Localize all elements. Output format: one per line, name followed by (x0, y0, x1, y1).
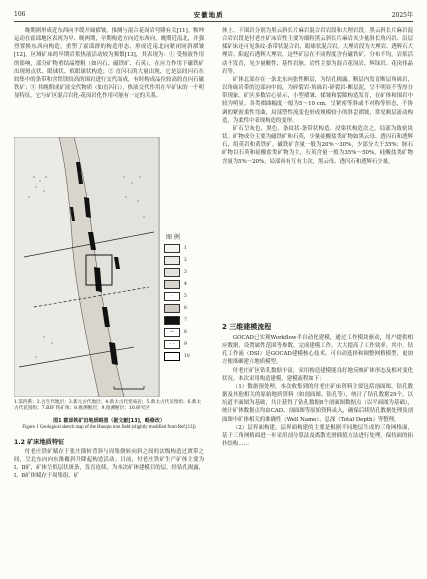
figure-caption-zh: 图1 霍邱铁矿田地质略图（据文献[13]，略修改） (53, 418, 165, 424)
body-paragraph: （2）层界面构建。层界面构建的主要是根据不同地层生成的三角网格面，基于三角网格面进一步采用剖分算法及离散光滑插值方法进行处理，保持面的拓扑结构…… (222, 424, 413, 448)
body-paragraph: 付老庄矿区钻孔数据丰富，采用构造建模能良好地反映矿体形态及相对变化状况。本次采用构造建模，建模流程如下： (222, 367, 413, 382)
legend-item-6: 6 (164, 303, 204, 313)
legend-item-8: — 8 (164, 327, 204, 337)
body-paragraph: 体上、下围岩分别为黑云斜长片麻岩混合岩岩段和大理岩段。黑云斜长片麻岩混合岩岩段是付老庄矿床岩性主要为细粒黑云斜长片麻岩夹少量斜长角闪岩、沿层揉矿床还可见条纹-条带状混合岩、眼球状混合岩。大理岩段为大理岩、透辉石大理岩、阳起石透辉大理岩，这些矿层在不同程度含有磁铁矿，分布不均。岩浆活动不发育，见少量酸性、基性岩脉。岩性主要为混合花岗岩、辉绿岩、花岗伟晶岩等。 (222, 28, 413, 75)
body-paragraph: （1）数据预处理。本次收集到的付老庄矿床资料主要包括剖面图、钻孔数据及其他相关的原始地质资料（如剖面图、钻孔等），统计了钻孔数据29个，以坑道平面图为基础，共计获得了钻孔数据8个剖面图数据点（以平面图为基础），统计矿体数据点均由CAD、剖面图等原始资料录入，确保后续钻孔数据处理及剖面图中矿体相关的准确性（Well Name）、总深（Total Depth）等整理。 (222, 383, 413, 423)
legend-item-5: · 5 (164, 291, 204, 301)
legend-item-4: 4 (164, 279, 204, 289)
figure-legend-notes: 1.第四系；2.古生代地层；3.新元古代地层；4.新太古代变质岩；5.新太古代吴集组；6.新太古代花园组；7.BIF 铁矿体；8.推测断层；9.推测断层；10.研究区 (14, 400, 202, 412)
body-paragraph: 矿体北部存在一条北东向张性断层，为钻孔揭露。断层内发育断层角砾岩，以角砾岩带的边部向中间，为碎裂岩-角砾岩-碎裂岩-断层泥，呈不明显不等厚分带现象。矿区多数岩心显示，小型褶皱、揉皱和裂隙构造发育，在矿体和围岩中较为明显。各类褶曲幅度一般为5～10 cm，呈紧密等斜或不对称等形态，不协调的紧密柔性弯曲，局部塑性流变也形成规模较小的斜歪褶皱，常见顺层流动构造，为柔性中表现构造的变形。 (222, 76, 413, 124)
header-rule (14, 21, 413, 22)
body-paragraph: 晚期则形成近东西向平缓开阔褶皱，推测与混合花岗岩穹隆有关[11]。鞍坤运动在霍邱地区表现为早、晚两期，早期构造方向近东西向，晚期近南北，并强烈置换东西向构造，重塑了霍邱群的构造形态，形成近南北向紧闭同斜褶皱[12]。区域矿床的早期岩浆热液活动较为频繁[13]，其表现为：① 受热液作用的影响，部分矿物重结晶增粗（如闪石、磁铁矿、石英），在应力作用下磁铁矿出现斑点状、眼球状、似眼球状构造；② 直闪石的大量出现，它是层间闪石在较集中的条带和含铁镁较高的围岩进行交代而成，有时构成品位较高的直闪石磁铁矿；③ 其晚期成矿液交代物质（如直闪石），热液交代作用在早矿床的一个明显特征，它与矿区混合岩化-花岗岩化作用可能有一定的关系。 (14, 28, 204, 100)
legend-item-2: 2 (164, 255, 204, 265)
body-paragraph: GOCAD已实现Workflow半自动化建模，通过工作模块驱动，用户提供相应数据，设置属性范围等参数，完成建模工作，大大提高了工作效率。其中，钻孔工作流（DSI）是GOCAD建模核心技术，可自动选择和调整网格模型，更加方便准确建立地质模型。 (222, 335, 413, 366)
running-header (14, 8, 413, 20)
section-2-body (222, 334, 413, 448)
page-number: 106 (14, 10, 26, 18)
journal-title: 安徽地质 (193, 10, 224, 19)
section-1-2 (14, 438, 204, 481)
section-heading: 1.2 矿床地质特征 (14, 439, 65, 446)
legend-item-7: 7 (164, 315, 204, 325)
legend-title: 图 例 (166, 234, 180, 241)
section-heading-modeling: 2 三维建模流程 (222, 323, 272, 331)
figure-caption-en: Figure 1 Geological sketch map of the Huoqiu iron field (slightly modified from Ref.[13]) (22, 424, 196, 430)
legend-item-9: - - 9 (164, 339, 204, 349)
left-column-intro (14, 27, 204, 100)
body-paragraph: 矿石呈灰色、黑色，条纹状-条带状构造、浸染状构造次之，局部为致密块状。矿物成分主要为磁铁矿和石英，少量硅酸盐类矿物如黑云母、透闪石和透辉石、绢英岩和黄铁矿。磁铁矿含量一般为20%～30%，少部分大于35%；脉石矿物以石英和硅酸盐类矿物为主，石英含量一般为35%～50%，硅酸盐类矿物含量为5%～20%，局部再有互有主次，黑云母、透闪石和透辉石少量。 (222, 125, 413, 165)
geological-sketch-map (14, 137, 204, 397)
legend-item-3: 3 (164, 267, 204, 277)
right-column-geology (222, 27, 413, 166)
legend-item-10: 10 (164, 351, 204, 361)
body-paragraph: 付老庄铁矿赋存于张庄倒转背斜与周集倒转向斜之间的次级构造过渡带之间，呈北东向向东推覆斜升降起构造活动。目前，付老庄铁矿生产矿体主要为Ⅰ、Ⅱ矿，矿体呈似层状斑条，发育连续，为本次矿体建模目的层。经钻孔揭露，Ⅰ、Ⅱ矿体赋存于周集组、矿 (14, 449, 204, 480)
legend-item-1: 1 (164, 243, 204, 253)
issue-year: 2025年 (391, 11, 413, 19)
figure-caption (14, 418, 204, 432)
